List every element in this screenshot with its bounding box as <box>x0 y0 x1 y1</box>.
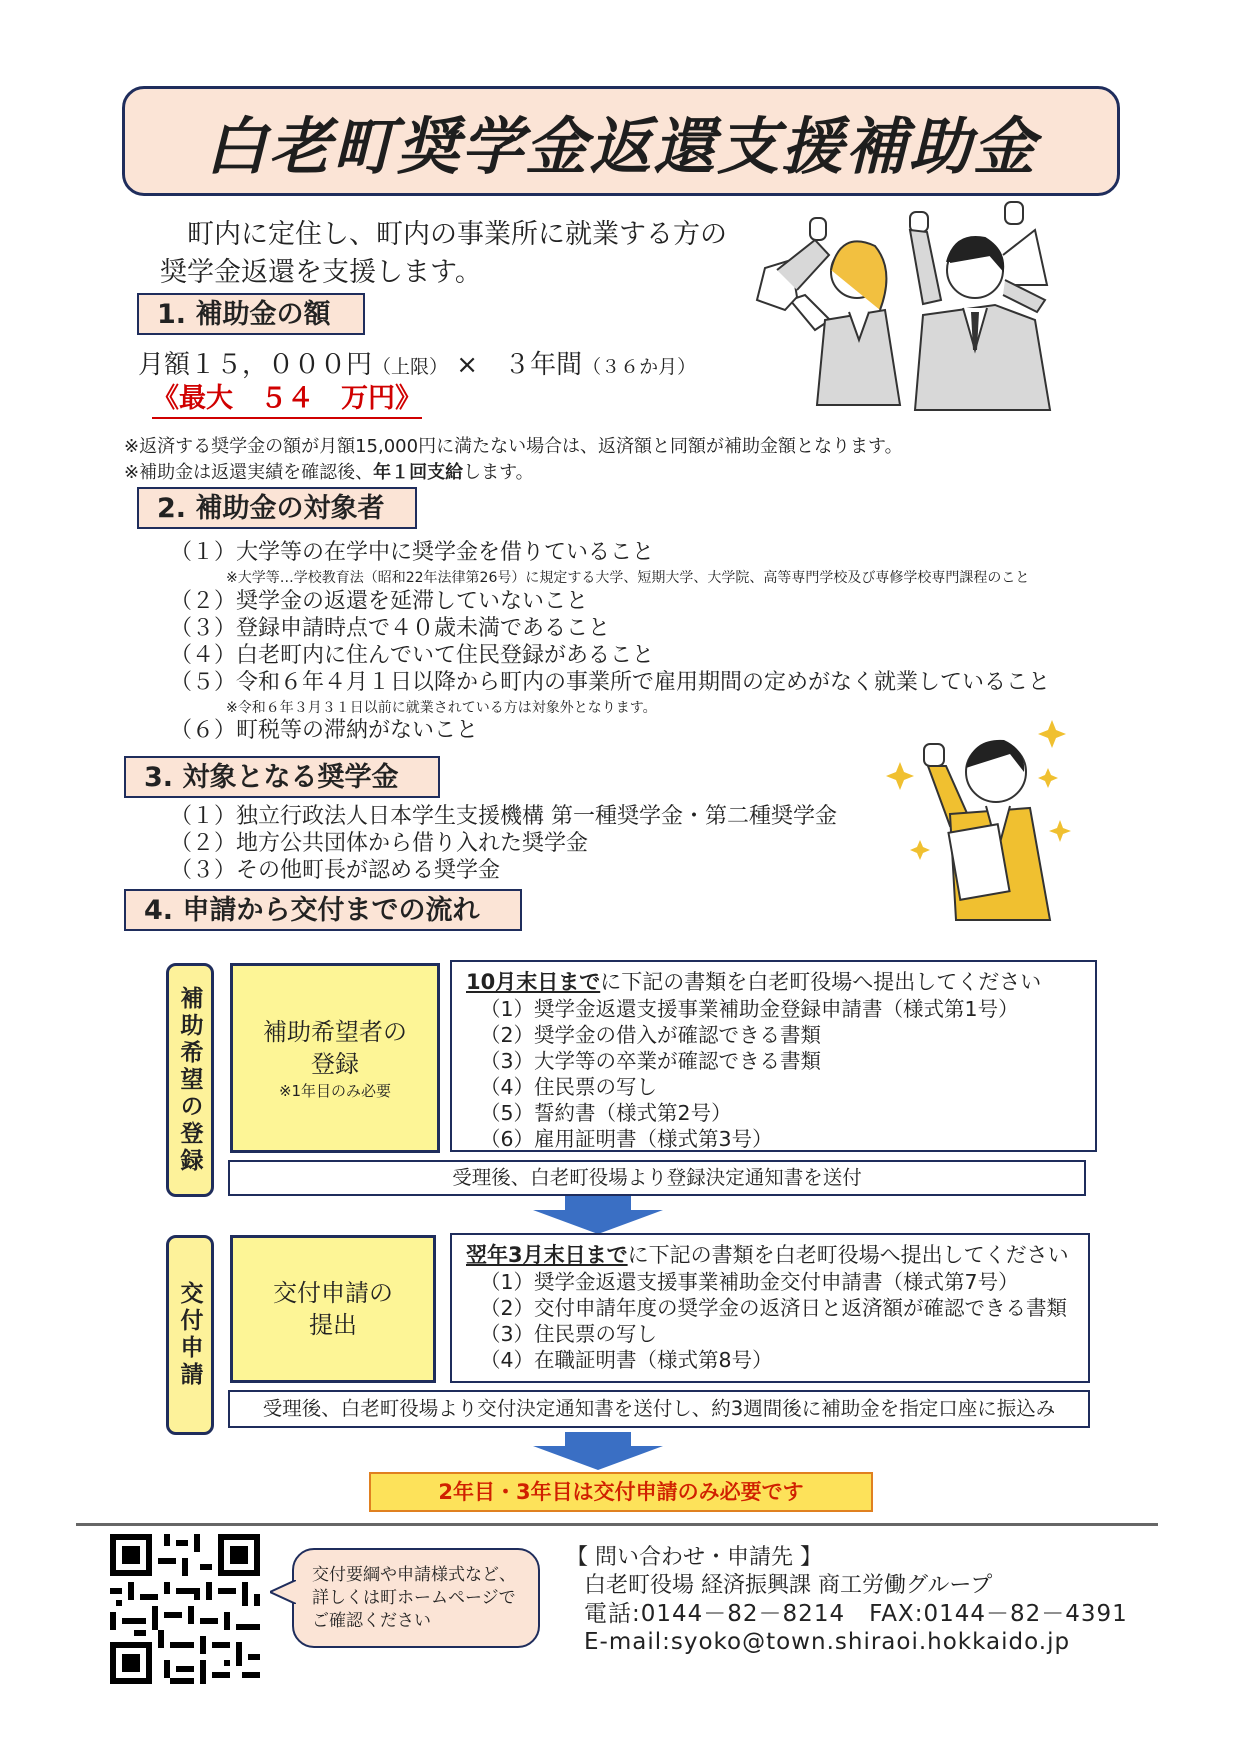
scholarship-item-3: （３）その他町長が認める奨学金 <box>170 858 501 883</box>
section3-heading: 3. 対象となる奨学金 <box>124 756 440 798</box>
bubble-tail-icon <box>270 1580 296 1604</box>
step1-box-note: ※1年目のみ必要 <box>278 1081 392 1100</box>
step2-result: 受理後、白老町役場より交付決定通知書を送付し、約3週間後に補助金を指定口座に振込み <box>228 1390 1090 1428</box>
target-item-3: （３）登録申請時点で４０歳未満であること <box>170 616 611 641</box>
contact-heading: 【 問い合わせ・申請先 】 <box>566 1545 822 1570</box>
step1-box <box>230 963 440 1153</box>
cheering-people-illustration <box>745 200 1105 415</box>
target-item-5: （５）令和６年４月１日以降から町内の事業所で雇用期間の定めがなく就業していること <box>170 670 1051 695</box>
step1-doc-4: （4）住民票の写し <box>480 1075 658 1099</box>
step2-deadline-line <box>466 1239 1074 1269</box>
info-bubble: 交付要綱や申請様式など、詳しくは町ホームページでご確認ください <box>292 1548 540 1648</box>
contact-email[interactable]: E-mail:syoko@town.shiraoi.hokkaido.jp <box>584 1629 1071 1655</box>
contact-block <box>566 1544 1128 1656</box>
note-payment <box>124 458 534 484</box>
page-title: 白老町奨学金返還支援補助金 <box>204 109 1037 183</box>
businessman-illustration <box>880 710 1080 925</box>
title-banner <box>122 86 1120 196</box>
step1-side-text: 補助希望の登録 <box>176 985 203 1175</box>
step2-doc-2: （2）交付申請年度の奨学金の返済日と返済額が確認できる書類 <box>480 1296 1068 1320</box>
step2-docs-box <box>450 1233 1090 1383</box>
step2-doc-4: （4）在職証明書（様式第8号） <box>480 1348 773 1372</box>
step2-box-title: 交付申請の提出 <box>273 1279 393 1339</box>
scholarship-item-2: （２）地方公共団体から借り入れた奨学金 <box>170 831 589 856</box>
step1-docs-box <box>450 960 1097 1152</box>
step1-doc-5: （5）誓約書（様式第2号） <box>480 1101 732 1125</box>
amount-main: 月額１５，０００円 <box>138 350 373 380</box>
qr-code-icon[interactable] <box>110 1534 260 1684</box>
target-item-4: （４）白老町内に住んでいて住民登録があること <box>170 643 655 668</box>
target-item-6: （６）町税等の滞納がないこと <box>170 718 479 743</box>
section1-heading: 1. 補助金の額 <box>137 293 365 335</box>
note-payment-bold: 年１回支給 <box>373 462 464 483</box>
intro-text: 町内に定住し、町内の事業所に就業する方の奨学金返還を支援します。 <box>160 219 727 288</box>
note-payment-post: します。 <box>463 462 534 483</box>
amount-limit: （上限） <box>372 356 449 378</box>
step1-doc-2: （2）奨学金の借入が確認できる書類 <box>480 1023 822 1047</box>
step1-side-label <box>166 963 214 1197</box>
step2-doc-3: （3）住民票の写し <box>480 1322 658 1346</box>
footer-divider <box>76 1523 1158 1526</box>
target-item-1: （１）大学等の在学中に奨学金を借りていること <box>170 540 655 565</box>
man-figure <box>910 202 1050 410</box>
arrow-down-icon <box>533 1432 663 1470</box>
step1-doc-3: （3）大学等の卒業が確認できる書類 <box>480 1049 822 1073</box>
step1-deadline-line <box>466 966 1081 996</box>
step2-side-label <box>166 1235 214 1435</box>
max-amount: 《最大 ５４ 万円》 <box>152 376 422 419</box>
target-item-2: （２）奨学金の返還を延滞していないこと <box>170 589 589 614</box>
arrow-down-icon <box>533 1196 663 1234</box>
step2-box <box>230 1235 436 1383</box>
step1-result: 受理後、白老町役場より登録決定通知書を送付 <box>228 1160 1086 1196</box>
section4-heading: 4. 申請から交付までの流れ <box>124 889 522 931</box>
amount-times: × ３年間 <box>456 350 583 380</box>
woman-figure <box>757 218 900 405</box>
contact-phone: 電話:0144－82－8214 FAX:0144－82－4391 <box>584 1601 1128 1627</box>
step1-box-title: 補助希望者の登録 <box>263 1017 407 1078</box>
amount-months: （３６か月） <box>582 356 697 378</box>
note-payment-pre: ※補助金は返還実績を確認後、 <box>124 462 374 483</box>
scholarship-item-1: （１）独立行政法人日本学生支援機構 第一種奨学金・第二種奨学金 <box>170 804 837 829</box>
step2-side-text: 交付申請 <box>176 1281 203 1389</box>
step2-deadline: 翌年3月末日まで <box>466 1243 628 1267</box>
step2-deadline-rest: に下記の書類を白老町役場へ提出してください <box>627 1243 1069 1267</box>
step1-doc-6: （6）雇用証明書（様式第3号） <box>480 1127 773 1151</box>
contact-office: 白老町役場 経済振興課 商工労働グループ <box>584 1573 993 1598</box>
step1-deadline-rest: に下記の書類を白老町役場へ提出してください <box>600 970 1042 994</box>
target-note-1: ※大学等…学校教育法（昭和22年法律第26号）に規定する大学、短期大学、大学院、高等専門学校及び専修学校専門課程のこと <box>226 570 1030 586</box>
target-note-5: ※令和６年３月３１日以前に就業されている方は対象外となります。 <box>226 700 657 716</box>
step2-doc-1: （1）奨学金返還支援事業補助金交付申請書（様式第7号） <box>480 1270 1019 1294</box>
final-note: 2年目・3年目は交付申請のみ必要です <box>369 1472 873 1512</box>
step1-doc-1: （1）奨学金返還支援事業補助金登録申請書（様式第1号） <box>480 997 1019 1021</box>
step1-deadline: 10月末日まで <box>466 970 601 994</box>
section2-heading: 2. 補助金の対象者 <box>137 487 417 529</box>
note-amount: ※返済する奨学金の額が月額15,000円に満たない場合は、返済額と同額が補助金額となります。 <box>124 436 903 457</box>
